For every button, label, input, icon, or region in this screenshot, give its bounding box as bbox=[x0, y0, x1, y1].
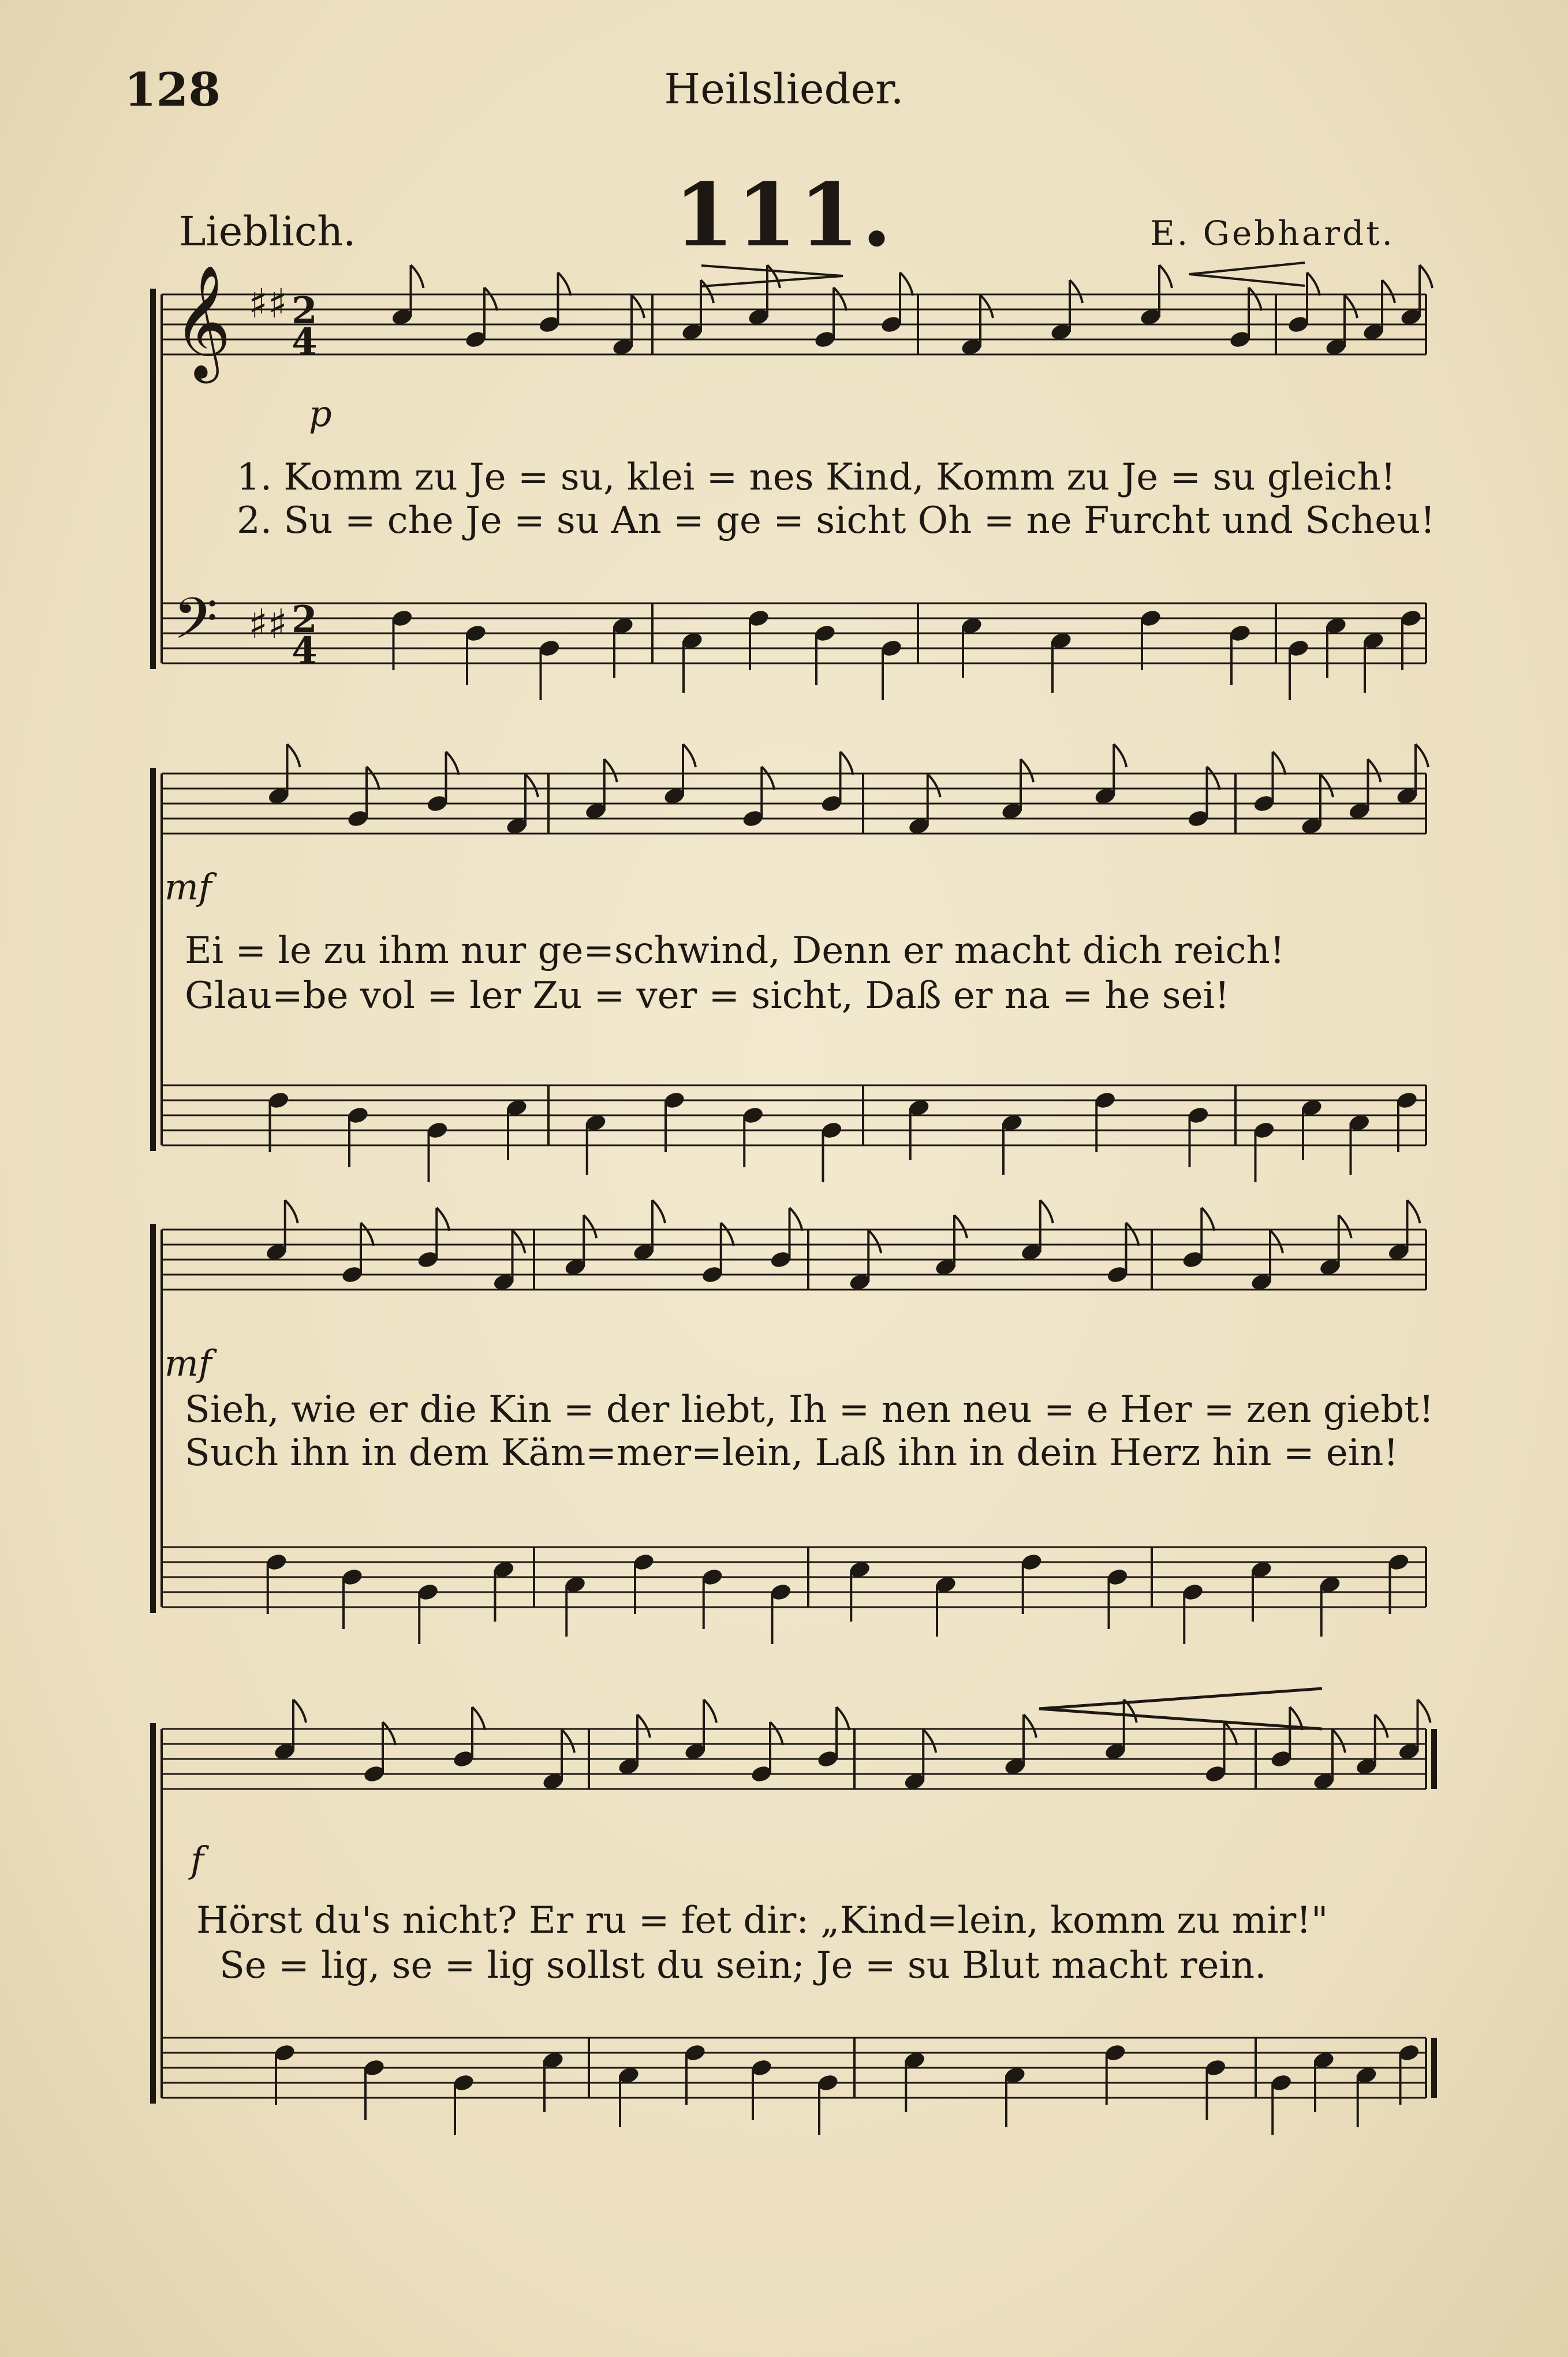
note-flag bbox=[1382, 280, 1395, 303]
treble-clef: 𝄞 bbox=[173, 264, 232, 379]
note-flag bbox=[1416, 744, 1428, 767]
note-flag bbox=[1320, 774, 1333, 797]
note-flag bbox=[1332, 1730, 1345, 1753]
note-flag bbox=[837, 1707, 849, 1730]
note-flag bbox=[1024, 1714, 1036, 1738]
note-flag bbox=[721, 1223, 734, 1246]
lyric-line: Hörst du's nicht? Er ru = fet dir: „Kind=lein, komm zu mir!" bbox=[196, 1899, 1328, 1942]
bass-clef: 𝄢 bbox=[173, 586, 218, 666]
composer: E. Gebhardt. bbox=[1150, 214, 1395, 253]
note-flag bbox=[1273, 752, 1286, 775]
note-flag bbox=[923, 1730, 936, 1753]
note-flag bbox=[1420, 265, 1432, 288]
dynamic-marking: mf bbox=[165, 1342, 212, 1384]
note-flag bbox=[285, 1200, 298, 1223]
note-flag bbox=[361, 1223, 374, 1246]
note-flag bbox=[1040, 1200, 1053, 1223]
note-flag bbox=[1375, 1714, 1388, 1738]
note-flag bbox=[1339, 1215, 1352, 1238]
lyric-line: 2. Su = che Je = su An = ge = sicht Oh = ne Furcht und Scheu! bbox=[237, 499, 1435, 542]
note-flag bbox=[558, 272, 571, 296]
note-flag bbox=[383, 1722, 395, 1745]
lyric-line: 1. Komm zu Je = su, klei = nes Kind, Komm zu Je = su gleich! bbox=[237, 456, 1396, 499]
lyric-line: Such ihn in dem Käm=mer=lein, Laß ihn in dein Herz hin = ein! bbox=[185, 1432, 1399, 1474]
key-signature: ♯♯ bbox=[248, 280, 288, 327]
note-flag bbox=[900, 272, 913, 296]
time-signature: 2 bbox=[292, 289, 318, 333]
note-flag bbox=[770, 1722, 783, 1745]
note-flag bbox=[562, 1730, 574, 1753]
page-number: 128 bbox=[124, 62, 221, 117]
note-flag bbox=[436, 1208, 449, 1231]
note-flag bbox=[484, 287, 497, 311]
note-flag bbox=[1307, 272, 1320, 296]
note-flag bbox=[1070, 280, 1082, 303]
note-flag bbox=[1368, 759, 1381, 782]
decrescendo-hairpin bbox=[701, 266, 843, 286]
note-flag bbox=[1270, 1230, 1283, 1253]
note-flag bbox=[513, 1230, 525, 1253]
note-flag bbox=[704, 1699, 716, 1723]
note-flag bbox=[288, 744, 300, 767]
dynamic-marking: mf bbox=[165, 866, 212, 908]
note-flag bbox=[1418, 1699, 1431, 1723]
note-flag bbox=[411, 265, 424, 288]
note-flag bbox=[604, 759, 617, 782]
tempo-marking: Lieblich. bbox=[179, 208, 356, 255]
note-flag bbox=[1021, 759, 1033, 782]
note-flag bbox=[472, 1707, 485, 1730]
note-flag bbox=[841, 752, 853, 775]
note-flag bbox=[1345, 295, 1357, 318]
note-flag bbox=[367, 767, 379, 790]
note-flag bbox=[525, 774, 538, 797]
note-flag bbox=[584, 1215, 596, 1238]
note-flag bbox=[868, 1230, 881, 1253]
note-flag bbox=[954, 1215, 967, 1238]
note-flag bbox=[790, 1208, 802, 1231]
dynamic-marking: f bbox=[191, 1839, 204, 1881]
note-flag bbox=[1201, 1208, 1214, 1231]
lyric-line: Ei = le zu ihm nur ge=schwind, Denn er macht dich reich! bbox=[185, 929, 1285, 972]
note-flag bbox=[928, 774, 940, 797]
note-flag bbox=[1159, 265, 1172, 288]
time-signature: 4 bbox=[292, 629, 318, 673]
note-flag bbox=[1126, 1223, 1139, 1246]
note-flag bbox=[446, 752, 459, 775]
lyric-line: Sieh, wie er die Kin = der liebt, Ih = nen neu = e Her = zen giebt! bbox=[185, 1388, 1434, 1431]
note-flag bbox=[1408, 1200, 1420, 1223]
key-signature: ♯♯ bbox=[248, 600, 288, 648]
note-flag bbox=[980, 295, 993, 318]
running-head: Heilslieder. bbox=[664, 65, 904, 113]
note-flag bbox=[1224, 1722, 1237, 1745]
note-flag bbox=[652, 1200, 665, 1223]
dynamic-marking: p bbox=[309, 393, 332, 435]
note-flag bbox=[637, 1714, 650, 1738]
crescendo-hairpin bbox=[1189, 263, 1305, 286]
note-flag bbox=[1207, 767, 1220, 790]
crescendo-hairpin bbox=[1039, 1689, 1322, 1729]
note-flag bbox=[1249, 287, 1261, 311]
note-flag bbox=[293, 1699, 306, 1723]
note-flag bbox=[767, 265, 780, 288]
note-flag bbox=[683, 744, 696, 767]
note-flag bbox=[701, 280, 714, 303]
note-flag bbox=[834, 287, 846, 311]
hymn-number: 111. bbox=[674, 165, 894, 266]
note-flag bbox=[761, 767, 774, 790]
lyric-line: Glau=be vol = ler Zu = ver = sicht, Daß er na = he sei! bbox=[185, 974, 1230, 1017]
time-signature: 4 bbox=[292, 320, 318, 364]
lyric-line: Se = lig, se = lig sollst du sein; Je = su Blut macht rein. bbox=[219, 1944, 1267, 1987]
note-flag bbox=[1114, 744, 1126, 767]
note-flag bbox=[632, 295, 644, 318]
time-signature: 2 bbox=[292, 598, 318, 641]
